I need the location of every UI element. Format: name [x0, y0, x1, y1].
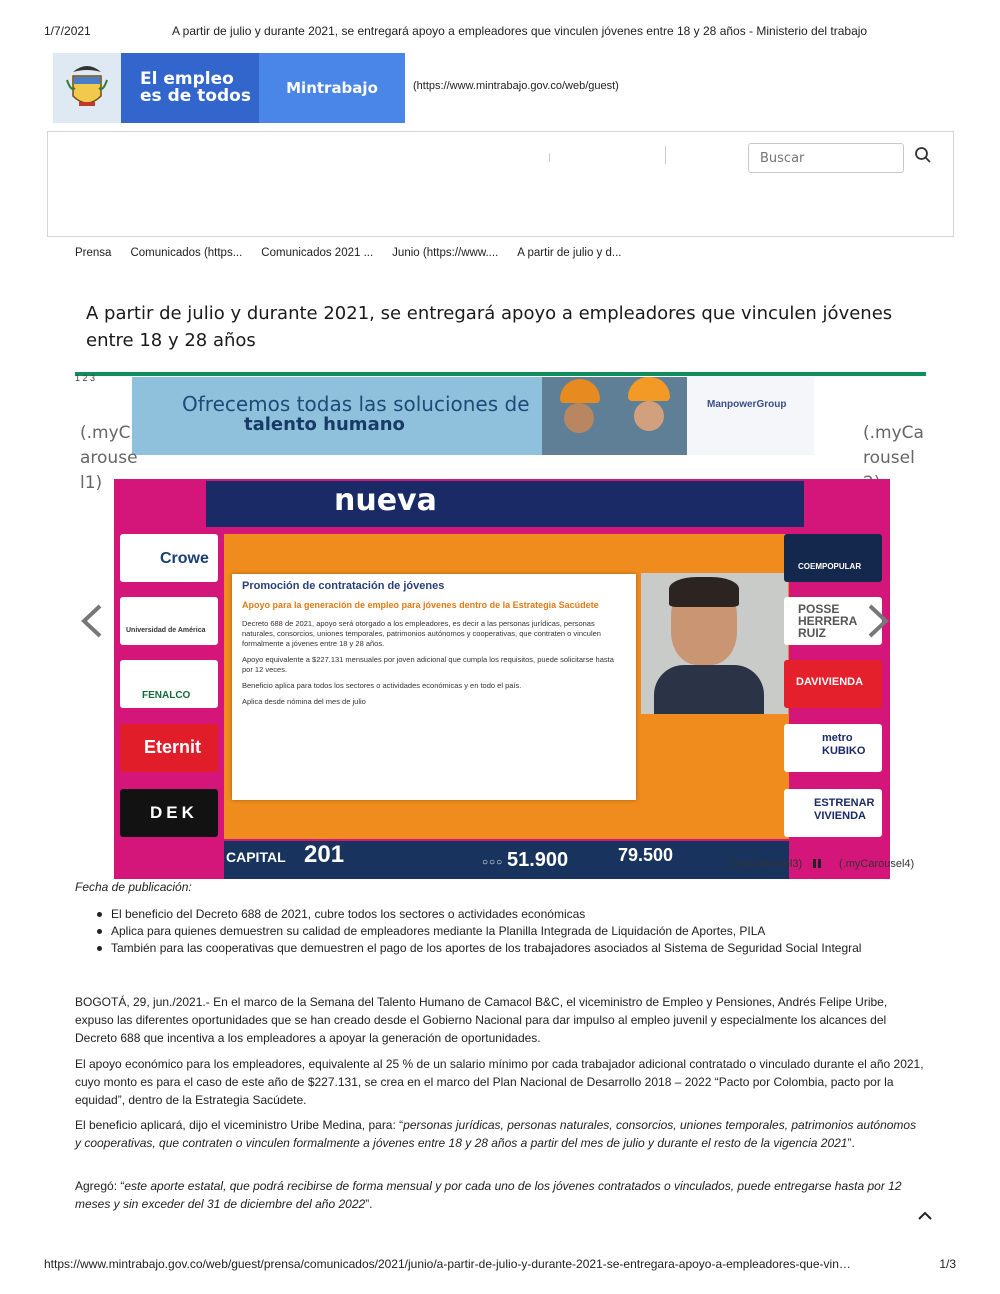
breadcrumb-item-comunicados[interactable]: Comunicados (https...: [130, 247, 243, 259]
brand-bar[interactable]: [53, 53, 405, 123]
banner-line1: Ofrecemos todas las soluciones de: [182, 392, 530, 416]
sponsor-logo: FENALCO: [120, 660, 218, 708]
quote-lead: El beneficio aplicará, dijo el viceministro Uribe Medina, para: “: [75, 1118, 404, 1132]
quote-end: ”.: [847, 1136, 855, 1150]
video-top-bar: [206, 481, 804, 527]
breadcrumb: [75, 247, 640, 259]
video-slide: [232, 574, 636, 800]
article-paragraph: [75, 1116, 925, 1152]
sponsor-logo: DAVIVIENDA: [784, 660, 882, 708]
nav-divider: [549, 153, 550, 162]
speaker-body: [654, 665, 764, 714]
speaker-hair: [669, 577, 739, 607]
quote-text: este aporte estatal, que podrá recibirse de forma mensual y por cada uno de los jóvenes contratados o vinculados, puede entregarse hasta por 12 meses y sin exceder del 31 de diciembre del año 2022: [75, 1179, 902, 1211]
slide-item: Aplica desde nómina del mes de julio: [242, 697, 366, 706]
breadcrumb-item-junio[interactable]: Junio (https://www....: [392, 247, 499, 259]
banner-line2: talento humano: [244, 414, 405, 435]
nav-box: [47, 131, 954, 237]
article-paragraph: El apoyo económico para los empleadores, equivalente al 25 % de un salario mínimo por cada trabajador adicional contratado o vinculado durante el año 2021, cuyo monto es para el caso de este año de $227.131, se crea en el marco del Plan Nacional de Desarrollo 2018 – 2022 “Pacto por Colombia, pacto por la equidad”, dentro de la Estrategia Sacúdete.: [75, 1057, 924, 1107]
publication-date-label: Fecha de publicación:: [75, 880, 192, 894]
sponsor-logo: DEK: [120, 789, 218, 837]
video-header-brand: nueva: [334, 483, 437, 518]
carousel-next-link[interactable]: (.myCarousel: [863, 423, 924, 468]
print-header: [44, 24, 956, 38]
highlights-list: [93, 906, 861, 957]
print-date: 1/7/2021: [44, 24, 91, 38]
colombia-shield-icon: [53, 53, 121, 123]
video-bottom-stat: 51.900: [507, 849, 569, 871]
breadcrumb-item-current: A partir de julio y d...: [517, 247, 622, 259]
breadcrumb-item-prensa[interactable]: Prensa: [75, 247, 112, 259]
pause-icon[interactable]: [813, 859, 821, 868]
list-item: El beneficio del Decreto 688 de 2021, cubre todos los sectores o actividades económicas: [93, 906, 861, 923]
video-bottom-stat: 201: [304, 841, 345, 868]
slide-item: Beneficio aplica para todos los sectores o actividades económicas y en todo el país.: [242, 681, 522, 690]
carousel-prev-link[interactable]: (.myCarousel1): [80, 423, 138, 493]
slide-title: Promoción de contratación de jóvenes: [242, 580, 445, 592]
video-bottom-stat: 79.500: [618, 845, 674, 865]
slide-subtitle: Apoyo para la generación de empleo para jóvenes dentro de la Estrategia Sacúdete: [242, 600, 599, 610]
print-url: https://www.mintrabajo.gov.co/web/guest/prensa/comunicados/2021/junio/a-partir-de-julio-y-durante-2021-se-entregara-apoyo-a-empleadores-que-vin…: [44, 1257, 851, 1271]
brand-ministry[interactable]: Mintrabajo: [259, 53, 405, 123]
sponsor-logo: POSSE HERRERA RUIZ: [784, 597, 882, 645]
brand-slogan-line1: El empleo: [140, 69, 234, 89]
print-page-number: 1/3: [939, 1257, 956, 1271]
sponsor-logo: Universidad de América: [120, 597, 218, 645]
banner-worker: [634, 401, 664, 431]
home-link[interactable]: (https://www.mintrabajo.gov.co/web/guest): [413, 80, 619, 92]
carousel-link-3[interactable]: (.myCarousel3): [727, 858, 803, 870]
nav-divider: [665, 146, 666, 164]
brand-slogan-line2: es de todos: [140, 86, 251, 106]
article-paragraph: [75, 1177, 925, 1213]
sponsor-logo: metro KUBIKO: [784, 724, 882, 772]
slide-item: Apoyo equivalente a $227.131 mensuales por joven adicional que cumpla los requisitos, puede solicitarse hasta por 12 veces.: [242, 655, 614, 674]
sponsor-logo: Eternit: [120, 724, 218, 772]
carousel-link-4[interactable]: (.myCarousel4): [839, 858, 915, 870]
sponsor-logo: COEMPOPULAR: [784, 534, 882, 582]
search-icon[interactable]: [914, 146, 932, 164]
list-item: También para las cooperativas que demuestren el pago de los aportes de los trabajadores asociados al Sistema de Seguridad Social Integral: [93, 940, 861, 957]
banner-ad[interactable]: [132, 377, 814, 455]
quote-lead: Agregó: “: [75, 1179, 125, 1193]
banner-worker: [564, 403, 594, 433]
chevron-right-icon[interactable]: [864, 603, 892, 639]
video-frame[interactable]: [114, 479, 890, 879]
print-doc-title: A partir de julio y durante 2021, se entregará apoyo a empleadores que vinculen jóvenes entre 18 y 28 años - Ministerio del trabajo: [172, 24, 868, 38]
carousel-pager[interactable]: 1 2 3: [75, 373, 96, 383]
banner-brand: ManpowerGroup: [707, 399, 787, 410]
chevron-up-icon[interactable]: [916, 1207, 934, 1225]
page-title: A partir de julio y durante 2021, se entregará apoyo a empleadores que vinculen jóvenes entre 18 y 28 años: [86, 303, 893, 351]
video-bottom-brand: CAPITAL: [226, 849, 286, 865]
breadcrumb-item-comunicados-2021[interactable]: Comunicados 2021 ...: [261, 247, 374, 259]
quote-end: ”.: [365, 1197, 373, 1211]
sponsor-logo: Crowe: [120, 534, 218, 582]
list-item: Aplica para quienes demuestren su calidad de empleadores mediante la Planilla Integrada de Liquidación de Aportes, PILA: [93, 923, 861, 940]
quote-text: personas jurídicas, personas naturales, consorcios, uniones temporales, patrimonios autónomos y cooperativas, que contraten o vinculen formalmente a jóvenes entre 18 y 28 años a partir del mes de julio y durante el resto de la vigencia 2021: [75, 1118, 917, 1150]
banner-logo-panel: [687, 377, 814, 455]
slide-item: Decreto 688 de 2021, apoyo será otorgado a los empleadores, es decir a las personas jurídicas, personas naturales, consorcios, uniones temporales, patrimonios autónomos y cooperativas, que contraten o vinculen formalmente a jóvenes entre 18 y 28 años.: [242, 619, 601, 648]
brand-slogan[interactable]: [121, 53, 259, 123]
print-footer: [44, 1257, 956, 1271]
title-divider: [75, 372, 926, 376]
sponsor-logo: ESTRENAR VIVIENDA: [784, 789, 882, 837]
search-input[interactable]: [748, 143, 904, 173]
chevron-left-icon[interactable]: [78, 603, 106, 639]
article-paragraph: BOGOTÁ, 29, jun./2021.- En el marco de la Semana del Talento Humano de Camacol B&C, el viceministro de Empleo y Pensiones, Andrés Felipe Uribe, expuso las diferentes oportunidades que se han creado desde el Gobierno Nacional para dar impulso al empleo juvenil y especialmente los alcances del Decreto 688 que incentiva a los empleadores a apoyar la generación de oportunidades.: [75, 995, 888, 1045]
carousel-dots[interactable]: ○○○: [482, 857, 504, 868]
